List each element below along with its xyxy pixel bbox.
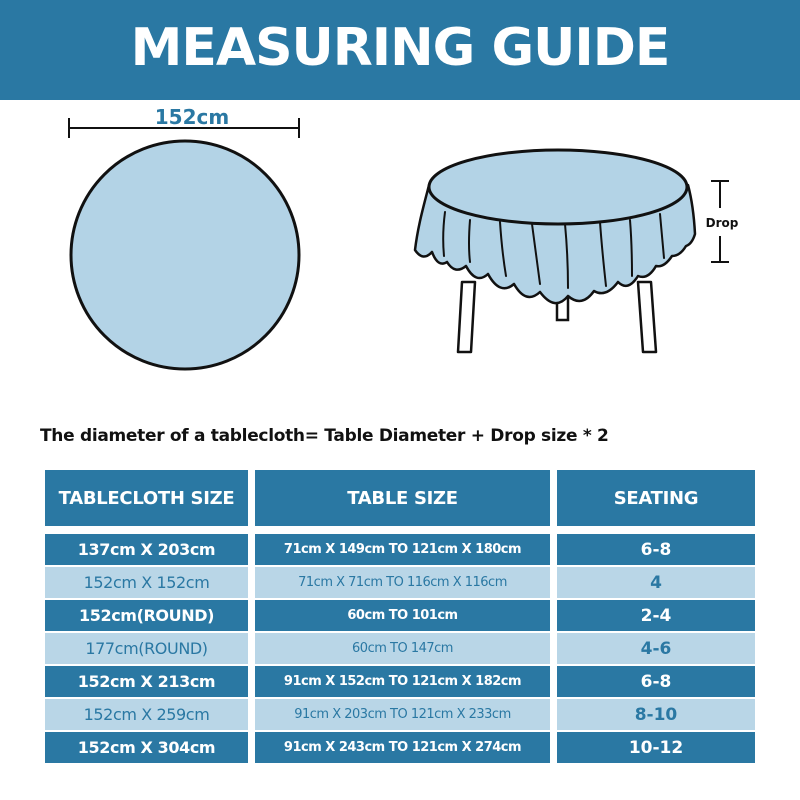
tablecloth-size-cell: 177cm(ROUND)	[45, 633, 248, 664]
table-top	[429, 150, 687, 224]
table-leg-right	[638, 282, 656, 352]
header-table-size: TABLE SIZE	[255, 470, 550, 526]
header-tablecloth-size: TABLECLOTH SIZE	[45, 470, 248, 526]
table-row	[45, 666, 755, 697]
tablecloth-size-cell: 152cm X 304cm	[45, 732, 248, 763]
table-row	[45, 600, 755, 631]
seating-cell: 2-4	[557, 600, 755, 631]
round-tablecloth-top-view	[69, 105, 299, 369]
table-size-cell: 71cm X 71cm TO 116cm X 116cm	[255, 567, 550, 598]
tablecloth-size-cell: 152cm X 152cm	[45, 567, 248, 598]
table-size-cell: 60cm TO 147cm	[255, 633, 550, 664]
table-size-cell: 91cm X 243cm TO 121cm X 274cm	[255, 732, 550, 763]
seating-cell: 10-12	[557, 732, 755, 763]
seating-cell: 4	[557, 567, 755, 598]
seating-cell: 6-8	[557, 534, 755, 565]
seating-cell: 8-10	[557, 699, 755, 730]
tablecloth-size-cell: 152cm(ROUND)	[45, 600, 248, 631]
tablecloth-formula: The diameter of a tablecloth= Table Diameter + Drop size * 2	[40, 426, 609, 446]
header-seating: SEATING	[557, 470, 755, 526]
table-leg-left	[458, 282, 475, 352]
drop-measure	[706, 181, 739, 262]
measuring-diagram	[0, 100, 800, 400]
seating-cell: 4-6	[557, 633, 755, 664]
tablecloth-size-cell: 137cm X 203cm	[45, 534, 248, 565]
drop-label: Drop	[705, 216, 739, 230]
table-row	[45, 633, 755, 664]
table-size-cell: 91cm X 152cm TO 121cm X 182cm	[255, 666, 550, 697]
table-header-row	[45, 470, 755, 526]
table-row	[45, 567, 755, 598]
tablecloth-size-cell: 152cm X 213cm	[45, 666, 248, 697]
tablecloth-size-cell: 152cm X 259cm	[45, 699, 248, 730]
header-banner	[0, 0, 800, 100]
table-size-cell: 60cm TO 101cm	[255, 600, 550, 631]
table-size-cell: 71cm X 149cm TO 121cm X 180cm	[255, 534, 550, 565]
table-row	[45, 732, 755, 763]
seating-cell: 6-8	[557, 666, 755, 697]
page-title: MEASURING GUIDE	[130, 18, 670, 78]
tablecloth-circle	[71, 141, 299, 369]
table-size-cell: 91cm X 203cm TO 121cm X 233cm	[255, 699, 550, 730]
round-table-side-view	[415, 150, 695, 352]
table-row	[45, 699, 755, 730]
table-row	[45, 534, 755, 565]
diameter-label: 152cm	[154, 105, 230, 129]
